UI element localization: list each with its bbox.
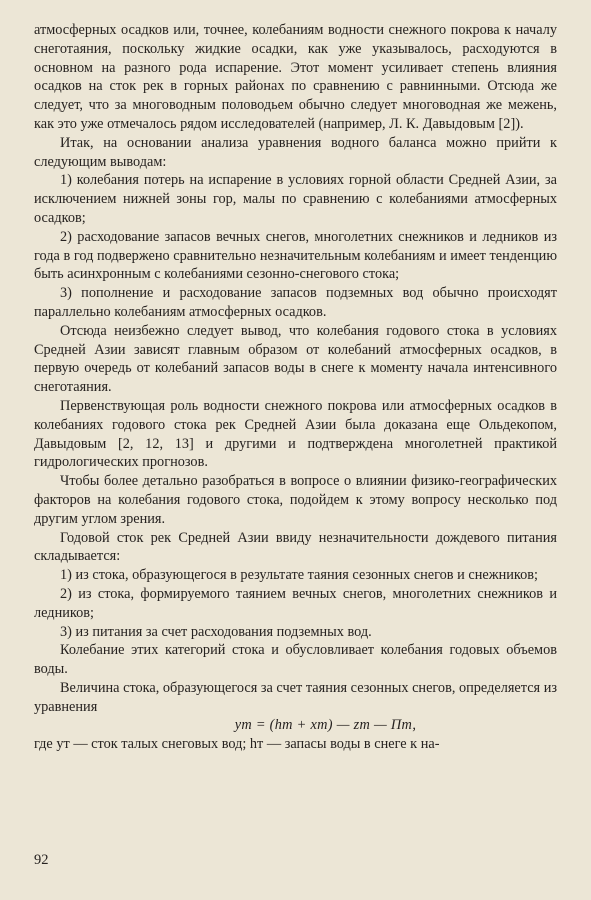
paragraph: Величина стока, образующегося за счет таяния сезонных снегов, определяется из уравнения — [34, 679, 557, 715]
paragraph: атмосферных осадков или, точнее, колебаниям водности снежного покрова к началу снеготаяния, поскольку жидкие осадки, как уже указывалось, расходуются в основном на разного рода испарение. Этот момент усиливает степень влияния осадков на сток рек в горных районах по сравнению с равнинными. Отсюда же следует, что за многоводным половодьем обычно следует многоводная же межень, как это уже отмечалось рядом исследователей (например, Л. К. Давыдовым [2]). — [34, 22, 557, 132]
paragraph: Годовой сток рек Средней Азии ввиду незначительности дождевого питания складывается: — [34, 529, 557, 565]
paragraph: Чтобы более детально разобраться в вопросе о влиянии физико-географических факторов на колебания годового стока, подойдем к этому вопросу несколько под другим углом зрения. — [34, 473, 557, 527]
paragraph: Отсюда неизбежно следует вывод, что колебания годового стока в условиях Средней Азии зависят главным образом от колебаний атмосферных осадков, в первую очередь от колебаний запасов воды в снеге к моменту начала интенсивного снеготаяния. — [34, 322, 557, 396]
list-item: 1) колебания потерь на испарение в условиях горной области Средней Азии, за исключением нижней зоны гор, малы по сравнению с колебаниями атмосферных осадков; — [34, 172, 557, 226]
paragraph: Итак, на основании анализа уравнения водного баланса можно прийти к следующим выводам: — [34, 134, 557, 170]
list-item: 2) расходование запасов вечных снегов, многолетних снежников и ледников из года в год подвержено сравнительно незначительным колебаниям и имеет тенденцию быть асинхронным с колебаниями сезонно-снегового стока; — [34, 228, 557, 283]
list-item: 3) пополнение и расходование запасов подземных вод обычно происходят параллельно колебаниям атмосферных осадков. — [34, 285, 557, 320]
page-number: 92 — [34, 852, 49, 868]
list-item: 1) из стока, образующегося в результате таяния сезонных снегов и снежников; — [60, 567, 538, 584]
paragraph: где yт — сток талых снеговых вод; hт — запасы воды в снеге к на- — [34, 736, 440, 753]
body-text — [34, 21, 557, 754]
paragraph: Первенствующая роль водности снежного покрова или атмосферных осадков в колебаниях годового стока рек Средней Азии была доказана еще Ольдекопом, Давыдовым [2, 12, 13] и другими и подтверждена многолетней практикой гидрологических прогнозов. — [34, 397, 557, 471]
paragraph: Колебание этих категорий стока и обусловливает колебания годовых объемов воды. — [34, 642, 557, 678]
list-item: 2) из стока, формируемого таянием вечных снегов, многолетних снежников и ледников; — [34, 585, 557, 621]
equation: yт = (hт + xт) — zт — Пт, — [234, 717, 417, 734]
list-item: 3) из питания за счет расходования подземных вод. — [60, 623, 372, 640]
